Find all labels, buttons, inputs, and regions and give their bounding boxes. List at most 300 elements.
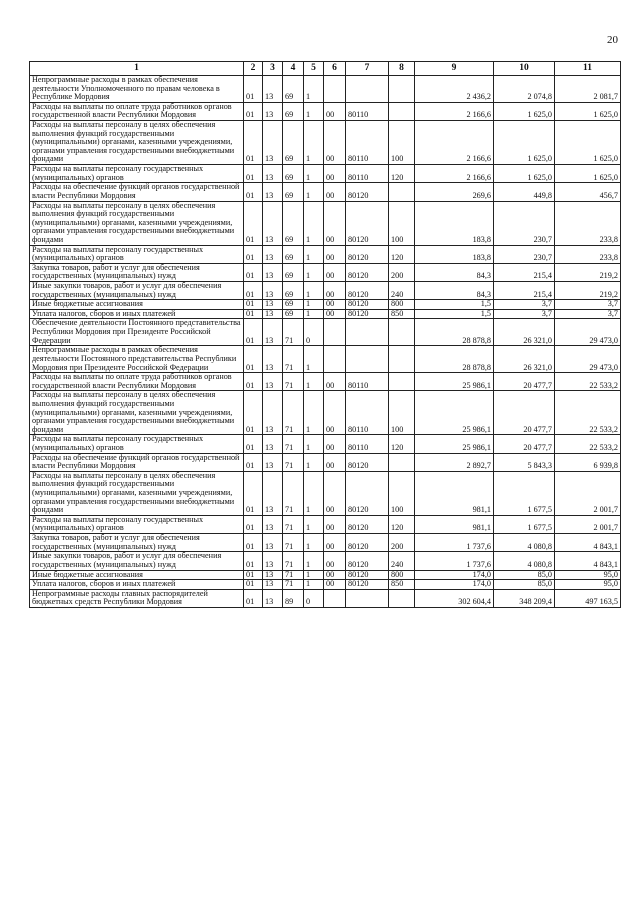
code-target-item: 80120 bbox=[346, 515, 389, 533]
row-description: Расходы на обеспечение функций органов государственной власти Республики Мордовия bbox=[30, 453, 244, 471]
code-direction: 00 bbox=[324, 580, 346, 590]
row-description: Уплата налогов, сборов и иных платежей bbox=[30, 309, 244, 319]
row-description: Расходы на выплаты персоналу в целях обеспечения выполнения функций государственными (муниципальными) органами, казенными учреждениями, органами управления государственными внебюджетными фондами bbox=[30, 201, 244, 245]
column-header: 5 bbox=[304, 62, 324, 76]
code-subsection: 13 bbox=[263, 552, 283, 570]
code-expense-type bbox=[389, 589, 415, 607]
code-section: 01 bbox=[244, 453, 263, 471]
column-header: 11 bbox=[555, 62, 621, 76]
code-program: 69 bbox=[283, 102, 304, 120]
code-section: 01 bbox=[244, 515, 263, 533]
amount-col-11: 1 625,0 bbox=[555, 165, 621, 183]
code-section: 01 bbox=[244, 76, 263, 103]
code-subprogram: 1 bbox=[304, 435, 324, 453]
code-direction bbox=[324, 589, 346, 607]
amount-col-9: 174,0 bbox=[415, 580, 494, 590]
code-subprogram: 1 bbox=[304, 102, 324, 120]
table-row bbox=[30, 373, 621, 391]
code-expense-type: 200 bbox=[389, 263, 415, 281]
code-subsection: 13 bbox=[263, 121, 283, 165]
code-subsection: 13 bbox=[263, 300, 283, 310]
amount-col-11: 95,0 bbox=[555, 580, 621, 590]
code-program: 71 bbox=[283, 515, 304, 533]
code-subprogram: 1 bbox=[304, 570, 324, 580]
amount-col-11: 3,7 bbox=[555, 309, 621, 319]
code-subsection: 13 bbox=[263, 589, 283, 607]
table-row bbox=[30, 165, 621, 183]
code-target-item bbox=[346, 319, 389, 346]
code-section: 01 bbox=[244, 183, 263, 201]
code-target-item: 80120 bbox=[346, 201, 389, 245]
amount-col-10: 1 625,0 bbox=[494, 102, 555, 120]
code-target-item: 80120 bbox=[346, 309, 389, 319]
code-program: 71 bbox=[283, 552, 304, 570]
code-subsection: 13 bbox=[263, 165, 283, 183]
code-expense-type: 100 bbox=[389, 471, 415, 515]
amount-col-11: 2 001,7 bbox=[555, 471, 621, 515]
code-subsection: 13 bbox=[263, 245, 283, 263]
code-subprogram: 1 bbox=[304, 453, 324, 471]
code-subsection: 13 bbox=[263, 263, 283, 281]
code-subsection: 13 bbox=[263, 391, 283, 435]
code-expense-type: 100 bbox=[389, 201, 415, 245]
table-row bbox=[30, 580, 621, 590]
amount-col-10: 20 477,7 bbox=[494, 435, 555, 453]
budget-table bbox=[29, 61, 621, 608]
amount-col-11: 3,7 bbox=[555, 300, 621, 310]
code-target-item bbox=[346, 589, 389, 607]
code-program: 71 bbox=[283, 453, 304, 471]
code-target-item: 80120 bbox=[346, 570, 389, 580]
row-description: Обеспечение деятельности Постоянного представительства Республики Мордовия при Президенте Российской Федерации bbox=[30, 319, 244, 346]
code-direction: 00 bbox=[324, 453, 346, 471]
amount-col-9: 174,0 bbox=[415, 570, 494, 580]
amount-col-10: 1 625,0 bbox=[494, 121, 555, 165]
amount-col-11: 1 625,0 bbox=[555, 102, 621, 120]
amount-col-10: 230,7 bbox=[494, 245, 555, 263]
amount-col-11: 95,0 bbox=[555, 570, 621, 580]
amount-col-10: 1 677,5 bbox=[494, 515, 555, 533]
code-subprogram: 1 bbox=[304, 121, 324, 165]
code-section: 01 bbox=[244, 319, 263, 346]
row-description: Непрограммные расходы главных распорядителей бюджетных средств Республики Мордовия bbox=[30, 589, 244, 607]
amount-col-10: 230,7 bbox=[494, 201, 555, 245]
table-row bbox=[30, 570, 621, 580]
amount-col-9: 981,1 bbox=[415, 471, 494, 515]
table-row bbox=[30, 589, 621, 607]
code-subsection: 13 bbox=[263, 282, 283, 300]
table-row bbox=[30, 76, 621, 103]
table-row bbox=[30, 515, 621, 533]
code-direction: 00 bbox=[324, 471, 346, 515]
amount-col-9: 269,6 bbox=[415, 183, 494, 201]
code-target-item: 80110 bbox=[346, 435, 389, 453]
code-subsection: 13 bbox=[263, 570, 283, 580]
code-direction: 00 bbox=[324, 245, 346, 263]
code-expense-type bbox=[389, 373, 415, 391]
row-description: Расходы на обеспечение функций органов государственной власти Республики Мордовия bbox=[30, 183, 244, 201]
code-subsection: 13 bbox=[263, 319, 283, 346]
amount-col-10: 449,8 bbox=[494, 183, 555, 201]
row-description: Закупка товаров, работ и услуг для обеспечения государственных (муниципальных) нужд bbox=[30, 534, 244, 552]
code-program: 69 bbox=[283, 183, 304, 201]
code-section: 01 bbox=[244, 263, 263, 281]
code-section: 01 bbox=[244, 102, 263, 120]
code-expense-type: 120 bbox=[389, 515, 415, 533]
code-subsection: 13 bbox=[263, 471, 283, 515]
row-description: Непрограммные расходы в рамках обеспечения деятельности Уполномоченного по правам человека в Республике Мордовия bbox=[30, 76, 244, 103]
code-section: 01 bbox=[244, 580, 263, 590]
code-direction: 00 bbox=[324, 435, 346, 453]
row-description: Расходы на выплаты персоналу в целях обеспечения выполнения функций государственными (муниципальными) органами, казенными учреждениями, органами управления государственными внебюджетными фондами bbox=[30, 121, 244, 165]
code-expense-type: 240 bbox=[389, 282, 415, 300]
code-direction: 00 bbox=[324, 309, 346, 319]
code-expense-type bbox=[389, 453, 415, 471]
code-program: 69 bbox=[283, 121, 304, 165]
amount-col-10: 26 321,0 bbox=[494, 346, 555, 373]
code-subsection: 13 bbox=[263, 515, 283, 533]
code-direction bbox=[324, 76, 346, 103]
code-subsection: 13 bbox=[263, 373, 283, 391]
code-program: 69 bbox=[283, 76, 304, 103]
code-subprogram: 1 bbox=[304, 471, 324, 515]
code-subprogram: 1 bbox=[304, 282, 324, 300]
amount-col-9: 1 737,6 bbox=[415, 534, 494, 552]
amount-col-9: 25 986,1 bbox=[415, 391, 494, 435]
code-subprogram: 1 bbox=[304, 263, 324, 281]
table-row bbox=[30, 552, 621, 570]
code-section: 01 bbox=[244, 391, 263, 435]
code-target-item: 80120 bbox=[346, 471, 389, 515]
code-subprogram: 1 bbox=[304, 391, 324, 435]
amount-col-9: 1,5 bbox=[415, 309, 494, 319]
table-row bbox=[30, 435, 621, 453]
code-expense-type: 100 bbox=[389, 391, 415, 435]
code-expense-type: 120 bbox=[389, 165, 415, 183]
table-row bbox=[30, 282, 621, 300]
code-subprogram: 1 bbox=[304, 76, 324, 103]
row-description: Расходы на выплаты по оплате труда работников органов государственной власти Республики Мордовия bbox=[30, 373, 244, 391]
amount-col-10: 4 080,8 bbox=[494, 552, 555, 570]
row-description: Расходы на выплаты персоналу государственных (муниципальных) органов bbox=[30, 245, 244, 263]
amount-col-10: 85,0 bbox=[494, 580, 555, 590]
code-section: 01 bbox=[244, 552, 263, 570]
code-subprogram: 1 bbox=[304, 373, 324, 391]
amount-col-9: 84,3 bbox=[415, 282, 494, 300]
amount-col-10: 1 625,0 bbox=[494, 165, 555, 183]
code-subprogram: 1 bbox=[304, 201, 324, 245]
amount-col-9: 981,1 bbox=[415, 515, 494, 533]
code-target-item: 80110 bbox=[346, 373, 389, 391]
column-header: 2 bbox=[244, 62, 263, 76]
code-section: 01 bbox=[244, 245, 263, 263]
code-program: 71 bbox=[283, 391, 304, 435]
amount-col-10: 26 321,0 bbox=[494, 319, 555, 346]
code-subprogram: 1 bbox=[304, 534, 324, 552]
amount-col-9: 2 436,2 bbox=[415, 76, 494, 103]
column-header: 3 bbox=[263, 62, 283, 76]
code-target-item: 80110 bbox=[346, 391, 389, 435]
code-target-item: 80120 bbox=[346, 300, 389, 310]
row-description: Расходы на выплаты персоналу государственных (муниципальных) органов bbox=[30, 435, 244, 453]
code-program: 71 bbox=[283, 534, 304, 552]
column-header: 7 bbox=[346, 62, 389, 76]
amount-col-11: 456,7 bbox=[555, 183, 621, 201]
table-row bbox=[30, 391, 621, 435]
amount-col-10: 20 477,7 bbox=[494, 391, 555, 435]
amount-col-10: 20 477,7 bbox=[494, 373, 555, 391]
amount-col-10: 215,4 bbox=[494, 263, 555, 281]
amount-col-9: 183,8 bbox=[415, 201, 494, 245]
code-expense-type: 100 bbox=[389, 121, 415, 165]
amount-col-9: 2 166,6 bbox=[415, 102, 494, 120]
table-row bbox=[30, 346, 621, 373]
code-program: 71 bbox=[283, 570, 304, 580]
table-row bbox=[30, 245, 621, 263]
amount-col-9: 84,3 bbox=[415, 263, 494, 281]
code-program: 69 bbox=[283, 245, 304, 263]
code-target-item: 80120 bbox=[346, 183, 389, 201]
code-program: 71 bbox=[283, 346, 304, 373]
code-subprogram: 1 bbox=[304, 309, 324, 319]
code-section: 01 bbox=[244, 435, 263, 453]
amount-col-9: 1,5 bbox=[415, 300, 494, 310]
code-subprogram: 1 bbox=[304, 346, 324, 373]
table-row bbox=[30, 453, 621, 471]
code-expense-type bbox=[389, 319, 415, 346]
amount-col-11: 233,8 bbox=[555, 201, 621, 245]
code-subprogram: 0 bbox=[304, 589, 324, 607]
code-section: 01 bbox=[244, 373, 263, 391]
row-description: Расходы на выплаты персоналу государственных (муниципальных) органов bbox=[30, 165, 244, 183]
code-subprogram: 1 bbox=[304, 165, 324, 183]
row-description: Расходы на выплаты персоналу государственных (муниципальных) органов bbox=[30, 515, 244, 533]
code-direction: 00 bbox=[324, 570, 346, 580]
row-description: Расходы на выплаты по оплате труда работников органов государственной власти Республики Мордовия bbox=[30, 102, 244, 120]
code-target-item: 80120 bbox=[346, 282, 389, 300]
code-section: 01 bbox=[244, 534, 263, 552]
code-direction bbox=[324, 319, 346, 346]
code-subsection: 13 bbox=[263, 309, 283, 319]
code-subsection: 13 bbox=[263, 102, 283, 120]
code-target-item: 80120 bbox=[346, 263, 389, 281]
code-section: 01 bbox=[244, 471, 263, 515]
code-direction: 00 bbox=[324, 515, 346, 533]
code-target-item: 80120 bbox=[346, 453, 389, 471]
code-expense-type: 120 bbox=[389, 245, 415, 263]
code-expense-type bbox=[389, 346, 415, 373]
code-direction: 00 bbox=[324, 391, 346, 435]
header-row bbox=[30, 62, 621, 76]
code-target-item: 80110 bbox=[346, 165, 389, 183]
row-description: Расходы на выплаты персоналу в целях обеспечения выполнения функций государственными (муниципальными) органами, казенными учреждениями, органами управления государственными внебюджетными фондами bbox=[30, 471, 244, 515]
column-header: 10 bbox=[494, 62, 555, 76]
column-header: 8 bbox=[389, 62, 415, 76]
code-subsection: 13 bbox=[263, 580, 283, 590]
code-section: 01 bbox=[244, 165, 263, 183]
amount-col-10: 5 843,3 bbox=[494, 453, 555, 471]
amount-col-11: 497 163,5 bbox=[555, 589, 621, 607]
amount-col-10: 215,4 bbox=[494, 282, 555, 300]
amount-col-9: 25 986,1 bbox=[415, 435, 494, 453]
table-row bbox=[30, 183, 621, 201]
code-direction: 00 bbox=[324, 263, 346, 281]
table-row bbox=[30, 319, 621, 346]
row-description: Иные бюджетные ассигнования bbox=[30, 300, 244, 310]
code-program: 69 bbox=[283, 300, 304, 310]
code-target-item: 80120 bbox=[346, 245, 389, 263]
code-direction: 00 bbox=[324, 373, 346, 391]
code-subprogram: 1 bbox=[304, 515, 324, 533]
code-direction: 00 bbox=[324, 102, 346, 120]
code-direction: 00 bbox=[324, 183, 346, 201]
amount-col-10: 85,0 bbox=[494, 570, 555, 580]
code-subprogram: 1 bbox=[304, 552, 324, 570]
code-target-item: 80120 bbox=[346, 534, 389, 552]
table-row bbox=[30, 201, 621, 245]
amount-col-9: 28 878,8 bbox=[415, 319, 494, 346]
code-program: 69 bbox=[283, 263, 304, 281]
code-program: 71 bbox=[283, 319, 304, 346]
column-header: 4 bbox=[283, 62, 304, 76]
code-section: 01 bbox=[244, 589, 263, 607]
code-subprogram: 1 bbox=[304, 580, 324, 590]
code-direction: 00 bbox=[324, 552, 346, 570]
code-program: 89 bbox=[283, 589, 304, 607]
code-program: 71 bbox=[283, 471, 304, 515]
code-subsection: 13 bbox=[263, 435, 283, 453]
table-row bbox=[30, 534, 621, 552]
row-description: Закупка товаров, работ и услуг для обеспечения государственных (муниципальных) нужд bbox=[30, 263, 244, 281]
code-target-item: 80110 bbox=[346, 121, 389, 165]
code-program: 69 bbox=[283, 282, 304, 300]
column-header: 9 bbox=[415, 62, 494, 76]
page-number: 20 bbox=[607, 34, 618, 46]
code-section: 01 bbox=[244, 201, 263, 245]
code-expense-type: 800 bbox=[389, 570, 415, 580]
amount-col-11: 219,2 bbox=[555, 263, 621, 281]
code-program: 69 bbox=[283, 309, 304, 319]
code-expense-type bbox=[389, 183, 415, 201]
code-subsection: 13 bbox=[263, 453, 283, 471]
code-subsection: 13 bbox=[263, 183, 283, 201]
code-subsection: 13 bbox=[263, 76, 283, 103]
amount-col-9: 2 892,7 bbox=[415, 453, 494, 471]
code-section: 01 bbox=[244, 300, 263, 310]
code-direction: 00 bbox=[324, 300, 346, 310]
amount-col-11: 29 473,0 bbox=[555, 346, 621, 373]
code-subsection: 13 bbox=[263, 201, 283, 245]
code-expense-type bbox=[389, 102, 415, 120]
code-subprogram: 0 bbox=[304, 319, 324, 346]
amount-col-10: 1 677,5 bbox=[494, 471, 555, 515]
code-section: 01 bbox=[244, 570, 263, 580]
table-row bbox=[30, 263, 621, 281]
row-description: Иные закупки товаров, работ и услуг для обеспечения государственных (муниципальных) нужд bbox=[30, 552, 244, 570]
column-header: 6 bbox=[324, 62, 346, 76]
code-target-item bbox=[346, 346, 389, 373]
amount-col-9: 1 737,6 bbox=[415, 552, 494, 570]
code-section: 01 bbox=[244, 309, 263, 319]
amount-col-10: 3,7 bbox=[494, 309, 555, 319]
row-description: Иные бюджетные ассигнования bbox=[30, 570, 244, 580]
amount-col-11: 1 625,0 bbox=[555, 121, 621, 165]
code-section: 01 bbox=[244, 346, 263, 373]
row-description: Расходы на выплаты персоналу в целях обеспечения выполнения функций государственными (муниципальными) органами, казенными учреждениями, органами управления государственными внебюджетными фондами bbox=[30, 391, 244, 435]
amount-col-11: 29 473,0 bbox=[555, 319, 621, 346]
code-direction: 00 bbox=[324, 282, 346, 300]
table-row bbox=[30, 102, 621, 120]
amount-col-10: 348 209,4 bbox=[494, 589, 555, 607]
code-direction: 00 bbox=[324, 121, 346, 165]
amount-col-9: 25 986,1 bbox=[415, 373, 494, 391]
code-section: 01 bbox=[244, 282, 263, 300]
table-row bbox=[30, 471, 621, 515]
amount-col-10: 3,7 bbox=[494, 300, 555, 310]
amount-col-9: 302 604,4 bbox=[415, 589, 494, 607]
code-expense-type: 850 bbox=[389, 309, 415, 319]
amount-col-11: 4 843,1 bbox=[555, 534, 621, 552]
row-description: Иные закупки товаров, работ и услуг для обеспечения государственных (муниципальных) нужд bbox=[30, 282, 244, 300]
table-row bbox=[30, 309, 621, 319]
code-program: 71 bbox=[283, 373, 304, 391]
table-row bbox=[30, 121, 621, 165]
amount-col-9: 2 166,6 bbox=[415, 165, 494, 183]
code-direction bbox=[324, 346, 346, 373]
code-direction: 00 bbox=[324, 165, 346, 183]
code-expense-type: 800 bbox=[389, 300, 415, 310]
code-direction: 00 bbox=[324, 534, 346, 552]
code-target-item: 80120 bbox=[346, 580, 389, 590]
amount-col-11: 233,8 bbox=[555, 245, 621, 263]
code-direction: 00 bbox=[324, 201, 346, 245]
code-subprogram: 1 bbox=[304, 183, 324, 201]
amount-col-11: 4 843,1 bbox=[555, 552, 621, 570]
code-expense-type: 850 bbox=[389, 580, 415, 590]
amount-col-9: 28 878,8 bbox=[415, 346, 494, 373]
table-body bbox=[30, 76, 621, 608]
amount-col-11: 22 533,2 bbox=[555, 373, 621, 391]
code-expense-type bbox=[389, 76, 415, 103]
amount-col-11: 2 081,7 bbox=[555, 76, 621, 103]
code-program: 69 bbox=[283, 165, 304, 183]
amount-col-11: 2 001,7 bbox=[555, 515, 621, 533]
amount-col-11: 22 533,2 bbox=[555, 391, 621, 435]
amount-col-10: 4 080,8 bbox=[494, 534, 555, 552]
amount-col-11: 6 939,8 bbox=[555, 453, 621, 471]
code-subsection: 13 bbox=[263, 346, 283, 373]
amount-col-9: 2 166,6 bbox=[415, 121, 494, 165]
code-target-item: 80120 bbox=[346, 552, 389, 570]
code-subprogram: 1 bbox=[304, 300, 324, 310]
amount-col-10: 2 074,8 bbox=[494, 76, 555, 103]
amount-col-9: 183,8 bbox=[415, 245, 494, 263]
row-description: Непрограммные расходы в рамках обеспечения деятельности Постоянного представительства Республики Мордовия при Президенте Российской Федерации bbox=[30, 346, 244, 373]
code-program: 71 bbox=[283, 435, 304, 453]
column-header: 1 bbox=[30, 62, 244, 76]
code-section: 01 bbox=[244, 121, 263, 165]
code-expense-type: 200 bbox=[389, 534, 415, 552]
table-row bbox=[30, 300, 621, 310]
code-subprogram: 1 bbox=[304, 245, 324, 263]
row-description: Уплата налогов, сборов и иных платежей bbox=[30, 580, 244, 590]
code-target-item bbox=[346, 76, 389, 103]
amount-col-11: 22 533,2 bbox=[555, 435, 621, 453]
code-expense-type: 240 bbox=[389, 552, 415, 570]
code-expense-type: 120 bbox=[389, 435, 415, 453]
amount-col-11: 219,2 bbox=[555, 282, 621, 300]
code-target-item: 80110 bbox=[346, 102, 389, 120]
